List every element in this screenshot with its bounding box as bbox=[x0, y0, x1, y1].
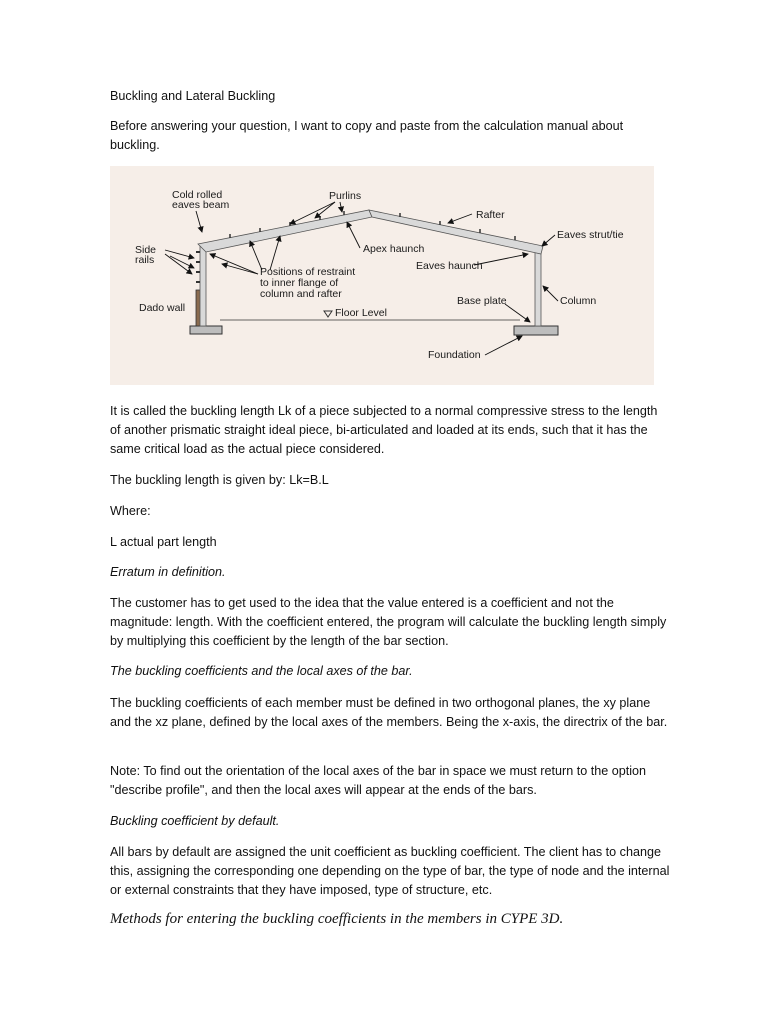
where-label: Where: bbox=[110, 504, 151, 518]
left-foundation bbox=[190, 326, 222, 334]
label-restraint-2: to inner flange of bbox=[260, 277, 339, 289]
label-cold-rolled: Cold rolled bbox=[172, 189, 223, 201]
label-floor-level: Floor Level bbox=[335, 307, 387, 319]
note-paragraph: Note: To find out the orientation of the local axes of the bar in space we must return to the option "describe profile", and then the local axes will appear at the ends of the bars. bbox=[110, 764, 647, 797]
label-eaves-haunch: Eaves haunch bbox=[416, 260, 483, 272]
label-restraint-1: Positions of restraint bbox=[260, 266, 356, 278]
heading-methods: Methods for entering the buckling coefficients in the members in CYPE 3D. bbox=[110, 911, 564, 927]
label-rails: rails bbox=[135, 254, 155, 266]
label-dado-wall: Dado wall bbox=[139, 302, 186, 314]
paragraph-formula: The buckling length is given by: Lk=B.L bbox=[110, 473, 329, 487]
label-restraint-3: column and rafter bbox=[260, 288, 342, 300]
paragraph-buckling-length-definition: It is called the buckling length Lk of a piece subjected to a normal compressive stress to the length of another prismatic straight ideal piece, bi-articulated and loaded at its ends, such that it has the same critical load as the actual piece considered. bbox=[110, 404, 658, 456]
heading-coefficients-local-axes: The buckling coefficients and the local axes of the bar. bbox=[110, 664, 413, 678]
left-rafter bbox=[198, 210, 372, 252]
document-title: Buckling and Lateral Buckling bbox=[110, 89, 276, 103]
heading-default-coefficient: Buckling coefficient by default. bbox=[110, 814, 280, 828]
left-column bbox=[200, 244, 206, 326]
label-purlins: Purlins bbox=[329, 190, 362, 202]
label-foundation: Foundation bbox=[428, 349, 481, 361]
paragraph-customer-coefficient: The customer has to get used to the idea that the value entered is a coefficient and not the magnitude: length. With the coefficient entered, the program will calculate the buckling length simply by multiplying this coefficient by the length of the bar section. bbox=[110, 596, 667, 648]
label-apex-haunch: Apex haunch bbox=[363, 243, 425, 255]
heading-erratum: Erratum in definition. bbox=[110, 565, 226, 579]
label-base-plate: Base plate bbox=[457, 295, 507, 307]
paragraph-default-coefficient: All bars by default are assigned the unit coefficient as buckling coefficient. The client has to change this, assigning the corresponding one depending on the type of bar, the type of node and the internal or external constraints that they have imposed, type of structure, etc. bbox=[110, 845, 670, 897]
right-column bbox=[535, 247, 541, 326]
label-column: Column bbox=[560, 295, 597, 307]
l-definition: L actual part length bbox=[110, 535, 217, 549]
label-side: Side bbox=[135, 244, 157, 256]
paragraph-orthogonal-planes: The buckling coefficients of each member must be defined in two orthogonal planes, the xy plane and the xz plane, defined by the local axes of the members. Being the x-axis, the directrix of the bar. bbox=[110, 696, 668, 729]
label-rafter: Rafter bbox=[476, 209, 505, 221]
right-foundation bbox=[514, 326, 558, 335]
label-eaves-beam: eaves beam bbox=[172, 199, 230, 211]
portal-frame-diagram bbox=[110, 166, 654, 385]
label-eaves-strut: Eaves strut/tie bbox=[557, 229, 624, 241]
intro-paragraph: Before answering your question, I want to copy and paste from the calculation manual about buckling. bbox=[110, 119, 624, 152]
